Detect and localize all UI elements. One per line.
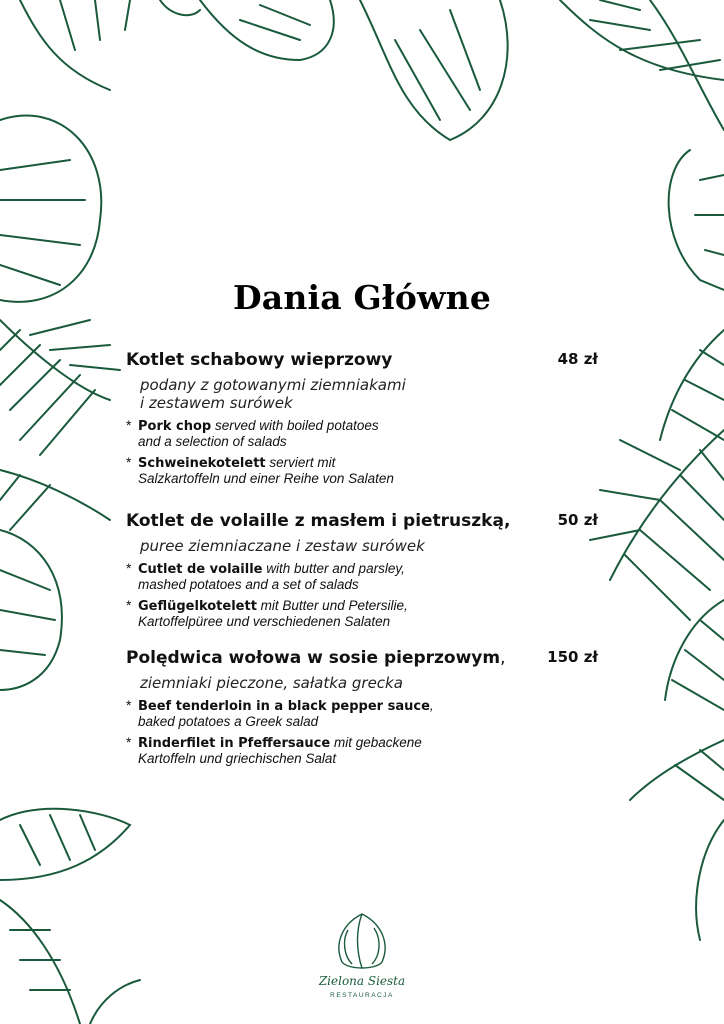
leaf-logo-icon [312,910,412,972]
translation-text-line2: and a selection of salads [138,434,287,449]
translation-text: with butter and parsley, [262,561,405,576]
right-palm-leaves-icon [590,330,724,940]
translation-name: Cutlet de volaille [138,562,263,577]
dish-name-suffix: , [500,648,506,668]
dish-header [126,648,606,674]
bullet-star: * [126,560,132,576]
translation-de [126,735,606,766]
translation-name: Geflügelkotelett [138,599,257,614]
translation-en [126,418,606,449]
translation-text: , [429,698,434,713]
dish-description-line: ziemniaki pieczone, sałatka grecka [140,674,403,692]
translation-text-line2: Kartoffeln und griechischen Salat [138,751,337,766]
translation-name: Beef tenderloin in a black pepper sauce [138,699,430,714]
bullet-star: * [126,597,132,613]
page-title: Dania Główne [232,278,492,317]
dish-name: Kotlet de volaille z masłem i pietruszką, [126,511,511,531]
dish-description-line: podany z gotowanymi ziemniakami [140,376,406,394]
restaurant-logo [312,910,412,1010]
left-palm-leaves-icon [0,320,120,690]
translation-text-line2: Salzkartoffeln und einer Reihe von Salaten [138,471,394,486]
logo-name: Zielona Siesta [318,974,406,988]
translation-text-line2: Kartoffelpüree und verschiedenen Salaten [138,614,391,629]
translation-en [126,561,606,592]
dish-description-line: i zestawem surówek [140,394,293,412]
translation-text: serviert mit [265,455,336,470]
translation-name: Schweinekotelett [138,456,266,471]
dish-name: Kotlet schabowy wieprzowy [126,350,393,370]
dish-price: 48 zł [557,350,598,368]
dish-header [126,511,606,537]
bottom-left-leaves-icon [0,809,140,1024]
translation-name: Rinderfilet in Pfeffersauce [138,736,331,751]
translation-text: served with boiled potatoes [211,418,379,433]
translation-de [126,598,606,629]
bullet-star: * [126,454,132,470]
translation-text: mit gebackene [330,735,422,750]
dish-item [126,511,606,629]
bullet-star: * [126,417,132,433]
bullet-star: * [126,734,132,750]
translation-text-line2: baked potatoes a Greek salad [138,714,319,729]
dish-header [126,350,606,376]
bullet-star: * [126,697,132,713]
dish-name: Polędwica wołowa w sosie pieprzowym [126,648,501,668]
dish-price: 150 zł [547,648,598,666]
dish-item [126,648,606,766]
translation-name: Pork chop [138,419,212,434]
translation-text: mit Butter und Petersilie, [256,598,408,613]
top-right-leaves-icon [360,0,724,290]
translation-de [126,455,606,486]
translation-text-line2: mashed potatoes and a set of salads [138,577,359,592]
dish-description-line: puree ziemniaczane i zestaw surówek [140,537,425,555]
translation-en [126,698,606,729]
dish-price: 50 zł [557,511,598,529]
logo-subtitle: RESTAURACJA [330,992,394,999]
dish-item [126,350,606,486]
top-left-leaves-icon [0,0,334,302]
